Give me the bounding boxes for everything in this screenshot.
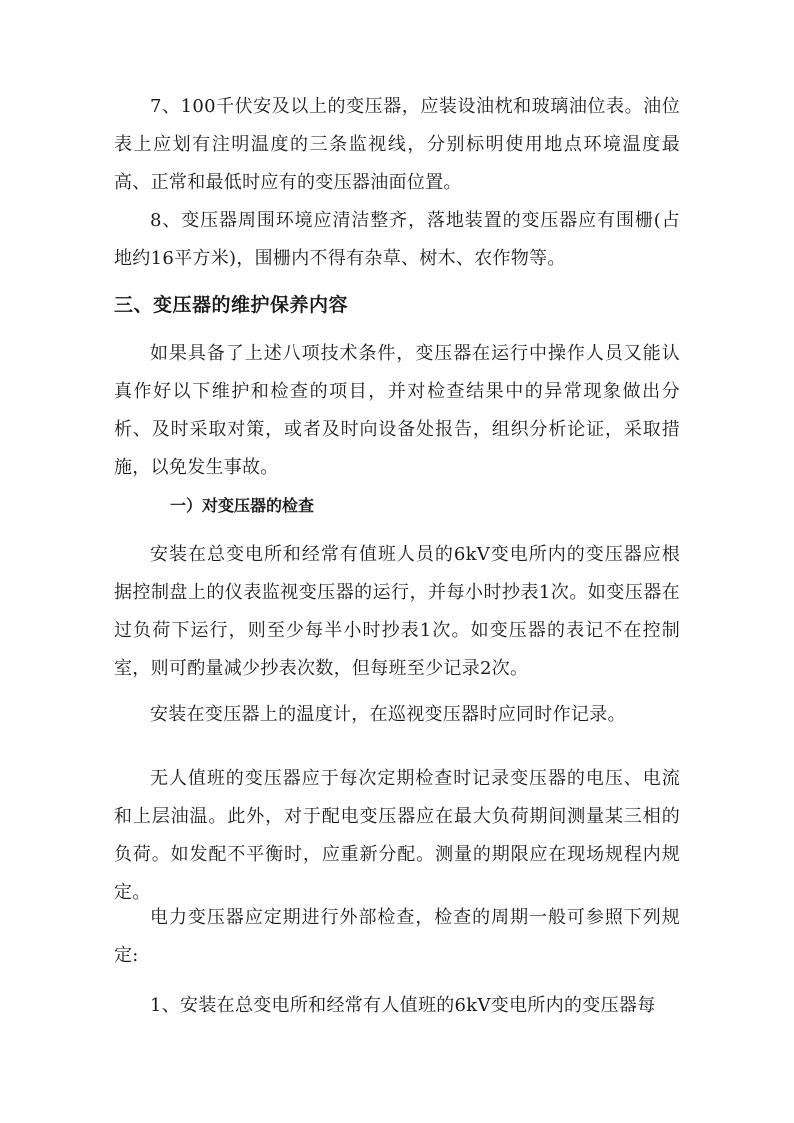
- paragraph-thermometer: 安装在变压器上的温度计，在巡视变压器时应同时作记录。: [150, 704, 626, 725]
- paragraph-item-1: 1、安装在总变电所和经常有人值班的6kV变电所内的变压器每: [150, 995, 656, 1016]
- paragraph-external-inspection: 电力变压器应定期进行外部检查，检查的周期一般可参照下列规定:: [114, 907, 680, 966]
- paragraph-fence: 8、变压器周围环境应清洁整齐，落地装置的变压器应有围栅(占地约16平方米)，围栅内不得有杂草、树木、农作物等。: [114, 210, 680, 269]
- paragraph-maintenance-intro: 如果具备了上述八项技术条件，变压器在运行中操作人员又能认真作好以下维护和检查的项目，并对检查结果中的异常现象做出分析、及时采取对策，或者及时向设备处报告，组织分析论证，采取措施，以免发生事故。: [114, 343, 680, 478]
- paragraph-unattended-transformer: 无人值班的变压器应于每次定期检查时记录变压器的电压、电流和上层油温。此外，对于配电变压器应在最大负荷期间测量某三相的负荷。如发配不平衡时，应重新分配。测量的期限应在现场规程内规定。: [114, 768, 680, 903]
- section-heading-maintenance: 三、变压器的维护保养内容: [114, 294, 349, 316]
- paragraph-meter-reading: 安装在总变电所和经常有值班人员的6kV变电所内的变压器应根据控制盘上的仪表监视变压器的运行，并每小时抄表1次。如变压器在过负荷下运行，则至少每半小时抄表1次。如变压器的表记不在控制室，则可酌量减少抄表次数，但每班至少记录2次。: [114, 544, 680, 679]
- subsection-heading-inspection: 一）对变压器的检查: [170, 496, 315, 515]
- paragraph-oil-level-gauge: 7、100千伏安及以上的变压器，应装设油枕和玻璃油位表。油位表上应划有注明温度的三条监视线，分别标明使用地点环境温度最高、正常和最低时应有的变压器油面位置。: [114, 96, 680, 193]
